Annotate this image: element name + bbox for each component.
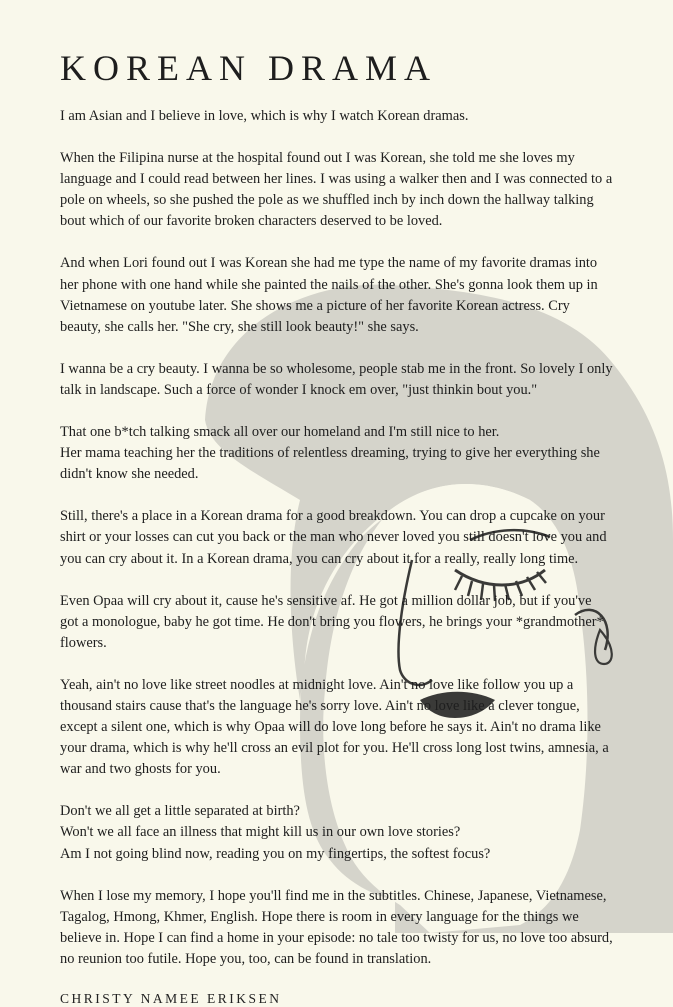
- stanza-10: When I lose my memory, I hope you'll find me in the subtitles. Chinese, Japanese, Vietnamese, Tagalog, Hmong, Khmer, English. Hope there is room in every language for the things we believe in. Hope I can find a home in your episode: no tale too twisty for us, no love too absurd, no reunion too futile. Hope you, too, can be found in translation.: [60, 887, 613, 967]
- stanza-1: I am Asian and I believe in love, which is why I watch Korean dramas.: [60, 108, 469, 124]
- author-name: CHRISTY NAMEE ERIKSEN: [60, 991, 282, 1006]
- stanza-9: Don't we all get a little separated at birth? Won't we all face an illness that might kill us in our own love stories? Am I not going blind now, reading you on my fingertips, the softest focus?: [60, 803, 491, 862]
- poem-body: [60, 106, 613, 970]
- stanza-8: Yeah, ain't no love like street noodles at midnight love. Ain't no love like follow you up a thousand stairs cause that's the language he's sorry love. Ain't no love like a clever tongue, except a silent one, which is why Opaa will do love long before he says it. Ain't no drama like your drama, which is why he'll cross an evil plot for you. He'll cross long lost twins, amnesia, a war and two ghosts for you.: [60, 676, 609, 778]
- poem-title: KOREAN DRAMA: [60, 48, 438, 88]
- stanza-7: Even Opaa will cry about it, cause he's sensitive af. He got a million dollar job, but if you've got a monologue, baby he got time. He don't bring you flowers, he brings your *grandmother* flowers.: [60, 592, 604, 651]
- stanza-3: And when Lori found out I was Korean she had me type the name of my favorite dramas into her phone with one hand while she painted the nails of the other. She's gonna look them up in Vietnamese on youtube later. She shows me a picture of her favorite Korean actress. Cry beauty, she calls her. "She cry, she still look beauty!" she says.: [60, 255, 598, 335]
- stanza-6: Still, there's a place in a Korean drama for a good breakdown. You can drop a cupcake on your shirt or your losses can cut you back or the man who never loved you still doesn't love you and you can cry about it. In a Korean drama, you can cry about it for a really, really long time.: [60, 508, 607, 567]
- stanza-5: That one b*tch talking smack all over our homeland and I'm still nice to her. Her mama teaching her the traditions of relentless dreaming, trying to give her everything she didn't know she needed.: [60, 424, 600, 483]
- stanza-4: I wanna be a cry beauty. I wanna be so wholesome, people stab me in the front. So lovely I only talk in landscape. Such a force of wonder I knock em over, "just thinkin bout you.": [60, 360, 613, 398]
- stanza-2: When the Filipina nurse at the hospital found out I was Korean, she told me she loves my language and I could read between her lines. I was using a walker then and I was connected to a pole on wheels, so she pushed the pole as we shuffled inch by inch down the hallway talking bout which of our favorite broken characters deserved to be loved.: [60, 150, 613, 230]
